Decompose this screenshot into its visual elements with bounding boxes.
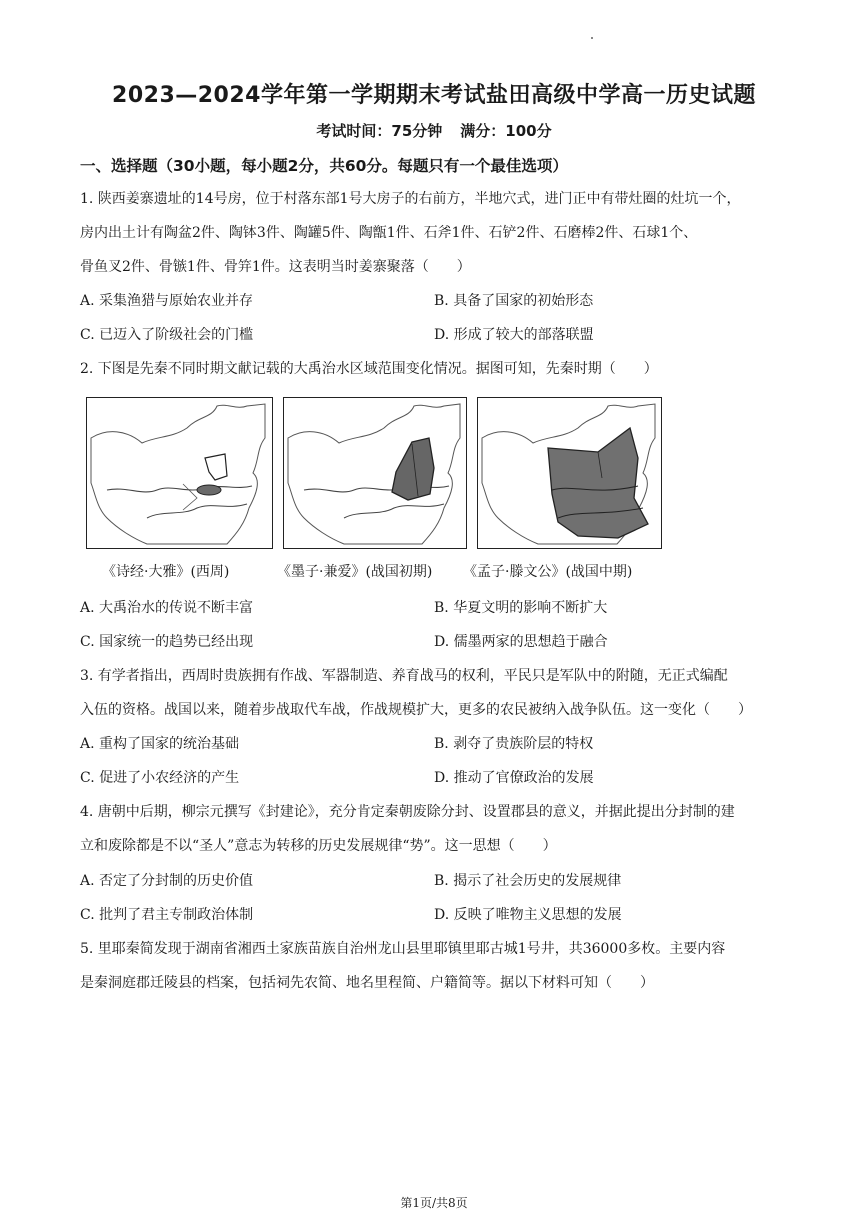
q4-option-c[interactable]: C. 批判了君主专制政治体制: [80, 907, 254, 923]
exam-info: [0, 120, 868, 141]
exam-time: 考试时间：75分钟: [316, 122, 443, 140]
q4-option-d[interactable]: D. 反映了唯物主义思想的发展: [434, 907, 622, 923]
q3-option-c[interactable]: C. 促进了小农经济的产生: [80, 770, 240, 786]
exam-score: 满分：100分: [460, 122, 552, 140]
q4-option-b[interactable]: B. 揭示了社会历史的发展规律: [434, 873, 622, 889]
caption-western-zhou: 《诗经·大雅》(西周): [102, 564, 230, 580]
q1-option-a[interactable]: A. 采集渔猎与原始农业并存: [80, 293, 254, 309]
speck: [591, 37, 593, 39]
q2-option-c[interactable]: C. 国家统一的趋势已经出现: [80, 634, 254, 650]
q1-option-c[interactable]: C. 已迈入了阶级社会的门槛: [80, 327, 254, 343]
exam-title: 2023—2024学年第一学期期末考试盐田高级中学高一历史试题: [112, 83, 756, 108]
map-mid-warring-states-graphic: [478, 398, 661, 548]
q3-line-2: 入伍的资格。战国以来，随着步战取代车战，作战规模扩大，更多的农民被纳入战争队伍。这一变化（ ）: [80, 702, 752, 718]
q5-line-1: 5. 里耶秦简发现于湖南省湘西土家族苗族自治州龙山县里耶镇里耶古城1号井，共36000多枚。主要内容: [80, 941, 726, 957]
q4-line-2: 立和废除都是不以“圣人”意志为转移的历史发展规律“势”。这一思想（ ）: [80, 838, 557, 854]
map-western-zhou-graphic: [87, 398, 272, 548]
section-heading: 一、选择题（30小题，每小题2分，共60分。每题只有一个最佳选项）: [80, 157, 568, 175]
caption-early-warring-states: 《墨子·兼爱》(战国初期): [277, 564, 433, 580]
page-number: 第1页/共8页: [400, 1196, 468, 1210]
q3-option-d[interactable]: D. 推动了官僚政治的发展: [434, 770, 594, 786]
caption-mid-warring-states: 《孟子·滕文公》(战国中期): [463, 564, 633, 580]
q1-line-2: 房内出土计有陶盆2件、陶钵3件、陶罐5件、陶甑1件、石斧1件、石铲2件、石磨棒2件、石球1个、: [80, 225, 698, 241]
q2-option-a[interactable]: A. 大禹治水的传说不断丰富: [80, 600, 254, 616]
map-early-warring-states-graphic: [284, 398, 466, 548]
map-western-zhou: [86, 397, 273, 549]
q1-option-d[interactable]: D. 形成了较大的部落联盟: [434, 327, 594, 343]
map-early-warring-states: [283, 397, 467, 549]
map-mid-warring-states: [477, 397, 662, 549]
q1-line-1: 1. 陕西姜寨遗址的14号房，位于村落东部1号大房子的右前方，半地穴式，进门正中有带灶圈的灶坑一个，: [80, 191, 741, 207]
q4-line-1: 4. 唐朝中后期，柳宗元撰写《封建论》，充分肯定秦朝废除分封、设置郡县的意义，并据此提出分封制的建: [80, 804, 735, 820]
q1-line-3: 骨鱼叉2件、骨镞1件、骨笄1件。这表明当时姜寨聚落（ ）: [80, 259, 471, 275]
q2-option-d[interactable]: D. 儒墨两家的思想趋于融合: [434, 634, 608, 650]
q1-option-b[interactable]: B. 具备了国家的初始形态: [434, 293, 594, 309]
q3-option-a[interactable]: A. 重构了国家的统治基础: [80, 736, 240, 752]
q2-option-b[interactable]: B. 华夏文明的影响不断扩大: [434, 600, 608, 616]
q3-line-1: 3. 有学者指出，西周时贵族拥有作战、军器制造、养育战马的权利，平民只是军队中的附随，无正式编配: [80, 668, 728, 684]
q3-option-b[interactable]: B. 剥夺了贵族阶层的特权: [434, 736, 594, 752]
q2-line-1: 2. 下图是先秦不同时期文献记载的大禹治水区域范围变化情况。据图可知，先秦时期（ ）: [80, 361, 658, 377]
q4-option-a[interactable]: A. 否定了分封制的历史价值: [80, 873, 254, 889]
q5-line-2: 是秦洞庭郡迁陵县的档案，包括祠先农简、地名里程简、户籍简等。据以下材料可知（ ）: [80, 975, 654, 991]
